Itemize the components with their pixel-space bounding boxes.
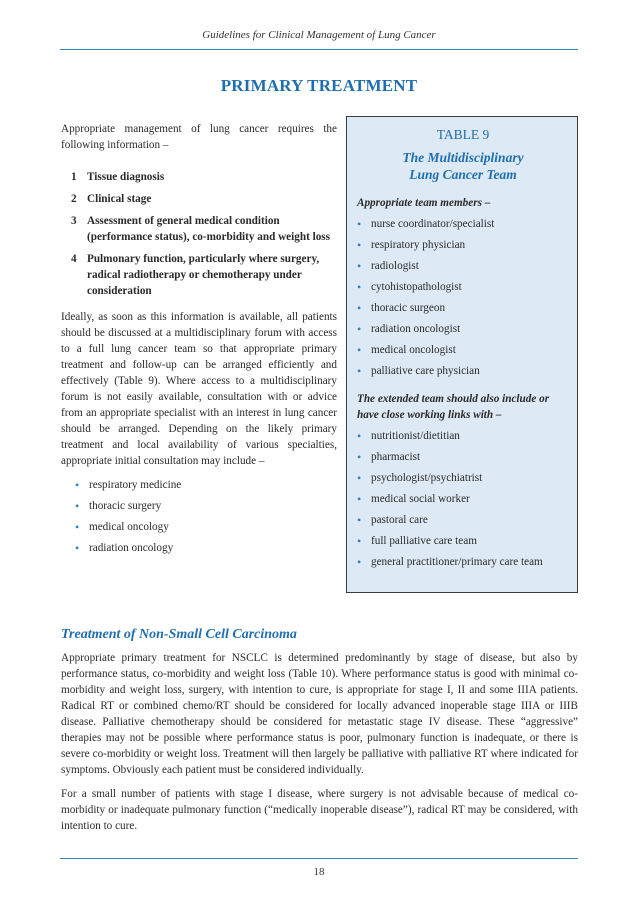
list-item-text: respiratory physician [371,239,466,251]
list-item-text: psychologist/psychiatrist [371,472,483,484]
bullet-icon: • [357,301,362,315]
bullet-icon: • [357,513,362,527]
page-title: PRIMARY TREATMENT [220,76,418,95]
list-item [357,279,569,295]
footer-rule [60,858,578,859]
nsclc-paragraph-1: Appropriate primary treatment for NSCLC is determined predominantly by stage of disease, but also by performance status, co-morbidity and weight loss (Table 10). Where performance status is good with minimal co-morbidity and weight loss, surgery, with intention to cure, is appropriate for stage I, II and some IIIA patients. Radical RT or combined chemo/RT should be considered for locally advanced inoperable stage IIIA or IIIB disease. Palliative chemotherapy should be considered for metastatic stage IV disease. These “aggressive” therapies may not be possible where performance status is poor, pulmonary function is inadequate, or there is severe co-morbidity or weight loss. Treatment will then largely be palliative with palliative RT where indicated for symptoms. Obviously each patient must be considered individually. [61,652,578,776]
list-item [357,512,569,528]
list-item-text: Pulmonary function, particularly where surgery, radical radiotherapy or chemotherapy under consideration [87,253,320,297]
list-item-text: radiation oncology [89,542,174,554]
list-item-text: radiation oncologist [371,323,461,335]
list-item [61,251,337,299]
list-item-text: full palliative care team [371,535,477,547]
bullet-icon: • [357,534,362,548]
table-9-box [346,116,578,593]
list-item [357,470,569,486]
bullet-icon: • [75,541,80,555]
list-item [357,300,569,316]
list-item-text: palliative care physician [371,365,480,377]
running-header: Guidelines for Clinical Management of Lung Cancer [202,29,436,41]
list-number: 3 [71,215,77,227]
bullet-icon: • [357,471,362,485]
list-item [61,213,337,245]
list-item [357,428,569,444]
list-item-text: pastoral care [371,514,428,526]
list-item [61,498,337,514]
list-item-text: medical social worker [371,493,470,505]
section-heading-nsclc: Treatment of Non-Small Cell Carcinoma [61,627,297,642]
list-item-text: nurse coordinator/specialist [371,218,495,230]
list-number: 1 [71,171,77,183]
team-members-list [357,216,569,379]
table-subtitle-line-1: The Multidisciplinary [402,150,524,165]
table-label: TABLE 9 [436,127,490,142]
list-item-text: Tissue diagnosis [87,171,165,183]
list-item [357,554,569,570]
list-item [357,237,569,253]
list-item-text: Assessment of general medical condition (performance status), co-morbidity and weight loss [87,215,330,243]
list-item [61,540,337,556]
list-item [61,169,337,185]
list-item [61,519,337,535]
list-item-text: radiologist [371,260,419,272]
list-item [357,533,569,549]
bullet-icon: • [75,478,80,492]
bullet-icon: • [357,555,362,569]
left-column [61,121,337,561]
nsclc-paragraph-2: For a small number of patients with stage I disease, where surgery is not advisable because of medical co-morbidity or inadequate pulmonary function (“medically inoperable disease”), radical RT may be considered, with intention to cure. [61,788,578,832]
list-item [357,216,569,232]
list-item [357,321,569,337]
list-item [61,191,337,207]
bullet-icon: • [357,217,362,231]
list-item-text: respiratory medicine [89,479,182,491]
extended-team-heading: The extended team should also include or have close working links with – [357,393,550,421]
list-item-text: Clinical stage [87,193,152,205]
header-rule [60,49,578,50]
bullet-icon: • [357,322,362,336]
list-number: 4 [71,253,77,265]
bullet-icon: • [357,450,362,464]
required-info-list [61,169,337,299]
bullet-icon: • [357,280,362,294]
list-item [357,491,569,507]
mdt-paragraph: Ideally, as soon as this information is available, all patients should be discussed at a multidisciplinary forum with access to a full lung cancer team so that appropriate primary treatment and follow-up can be arranged efficiently and effectively (Table 9). Where access to a multidisciplinary forum is not easily available, consultation with or advice from an appropriate specialist with an interest in lung cancer should be arranged. Depending on the likely primary treatment and local availability of various specialties, appropriate initial consultation may include – [61,311,337,467]
list-item [357,449,569,465]
nsclc-body [61,650,578,834]
list-item-text: general practitioner/primary care team [371,556,543,568]
list-item-text: nutritionist/dietitian [371,430,460,442]
list-item [61,477,337,493]
list-item-text: thoracic surgery [89,500,162,512]
bullet-icon: • [357,259,362,273]
list-item-text: medical oncologist [371,344,456,356]
list-item [357,258,569,274]
bullet-icon: • [75,520,80,534]
consultation-list [61,477,337,556]
list-number: 2 [71,193,77,205]
intro-paragraph: Appropriate management of lung cancer requires the following information – [61,123,337,151]
members-heading: Appropriate team members – [357,197,491,209]
list-item-text: medical oncology [89,521,169,533]
bullet-icon: • [357,364,362,378]
list-item [357,342,569,358]
bullet-icon: • [357,238,362,252]
table-subtitle-line-2: Lung Cancer Team [409,167,517,182]
bullet-icon: • [357,343,362,357]
list-item [357,363,569,379]
extended-team-list [357,428,569,570]
page-number: 18 [313,866,325,878]
bullet-icon: • [357,492,362,506]
bullet-icon: • [75,499,80,513]
bullet-icon: • [357,429,362,443]
list-item-text: cytohistopathologist [371,281,462,293]
list-item-text: thoracic surgeon [371,302,446,314]
list-item-text: pharmacist [371,451,421,463]
